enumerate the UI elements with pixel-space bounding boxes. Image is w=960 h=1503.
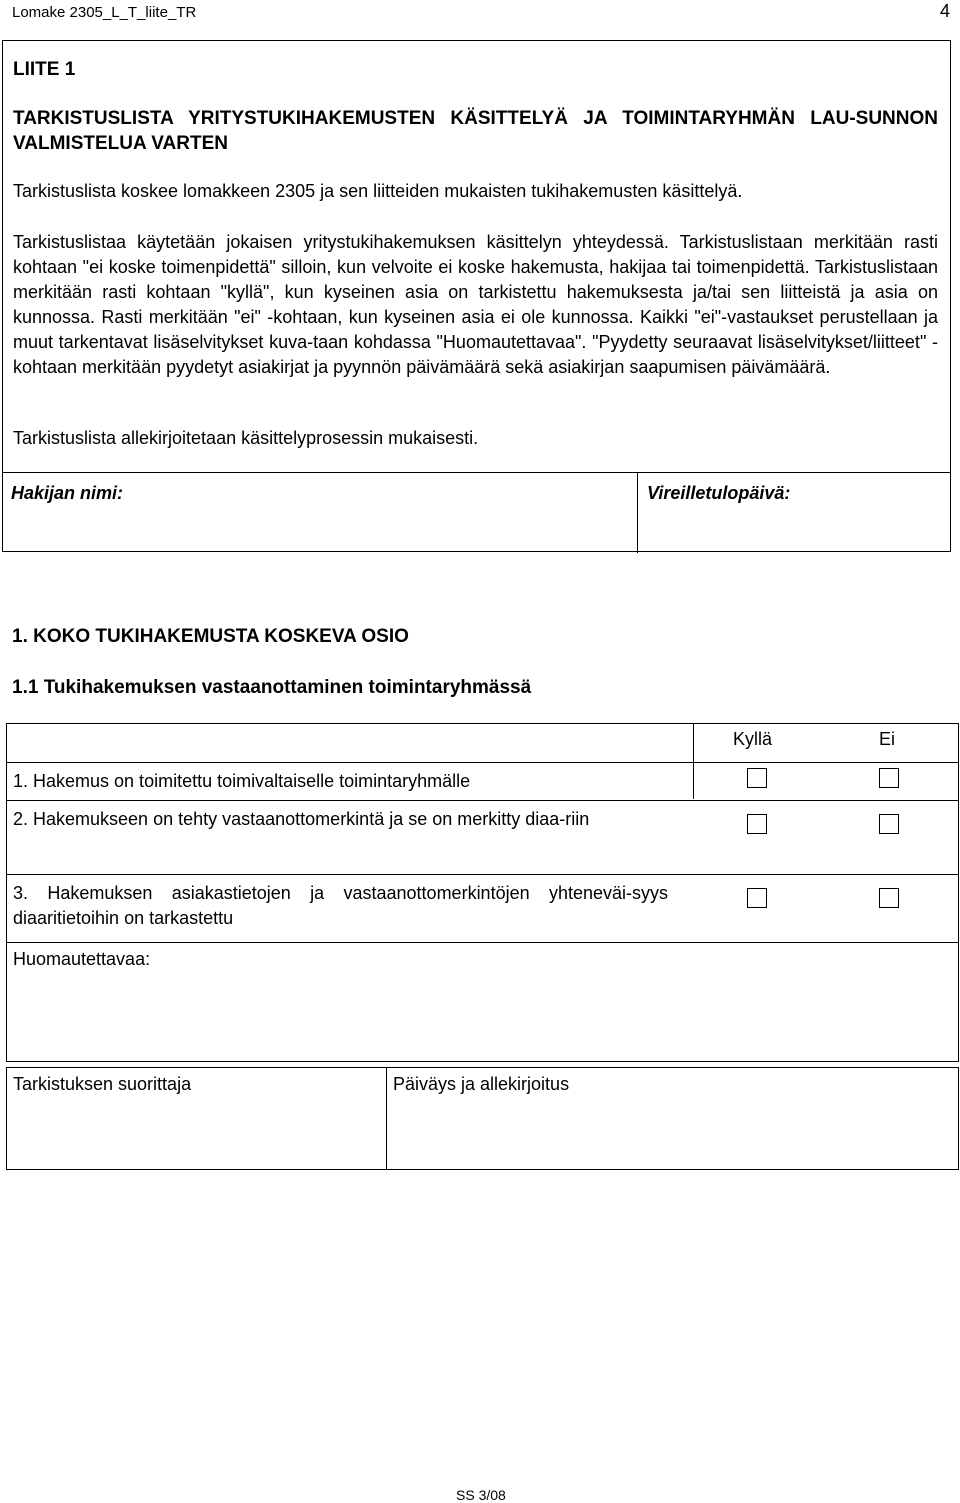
intro-paragraph: Tarkistuslista koskee lomakkeen 2305 ja sen liitteiden mukaisten tukihakemusten käsittelyä.	[13, 181, 743, 201]
document-title: TARKISTUSLISTA YRITYSTUKIHAKEMUSTEN KÄSITTELYÄ JA TOIMINTARYHMÄN LAU-SUNNON VALMISTELUA VARTEN	[13, 108, 938, 154]
checklist-item-text: 2. Hakemukseen on tehty vastaanottomerkintä ja se on merkitty diaa-riin	[13, 809, 590, 829]
checklist-item-text: 3. Hakemuksen asiakastietojen ja vastaanottomerkintöjen yhteneväi-syys diaaritietoihin on tarkastettu	[13, 883, 668, 928]
no-checkbox[interactable]	[879, 768, 899, 788]
usage-paragraph: Tarkistuslistaa käytetään jokaisen yritystukihakemuksen käsittelyn yhteydessä. Tarkistuslistaan merkitään rasti kohtaan "ei koske toimenpidettä" silloin, kun velvoite ei koske hakemusta, hakijaa tai toimenpidettä. Tarkistuslistaan merkitään rasti kohtaan "kyllä", kun kyseinen asia on tarkistettu hakemuksesta ja/tai sen liitteistä ja asia on kunnossa. Rasti merkitään "ei" -kohtaan, kun kyseinen asia ei ole kunnossa. Kaikki "ei"-vastaukset perustellaan ja muut tarkentavat lisäselvitykset kuva-taan kohdassa "Huomautettavaa". "Pyydetty seuraavat lisäselvitykset/liitteet" -kohtaan merkitään pyydetyt asiakirjat ja pyynnön päivämäärä sekä asiakirjan saapumisen päivämäärä.	[13, 232, 938, 377]
attachment-label: LIITE 1	[13, 59, 76, 80]
no-checkbox[interactable]	[879, 814, 899, 834]
section-1-1-title: 1.1 Tukihakemuksen vastaanottaminen toimintaryhmässä	[12, 677, 532, 698]
no-checkbox[interactable]	[879, 888, 899, 908]
date-signature-field[interactable]: Päiväys ja allekirjoitus	[393, 1074, 570, 1094]
page-number: 4	[939, 1, 950, 21]
checklist-table	[6, 723, 959, 1062]
applicant-row	[3, 472, 950, 553]
comments-label: Huomautettavaa:	[13, 949, 151, 969]
instructions-box	[2, 40, 951, 552]
yes-checkbox[interactable]	[747, 814, 767, 834]
signing-paragraph: Tarkistuslista allekirjoitetaan käsittelyprosessin mukaisesti.	[13, 428, 479, 448]
filing-date-field[interactable]: Vireilletulopäivä:	[647, 483, 791, 503]
checklist-header	[7, 724, 958, 762]
yes-checkbox[interactable]	[747, 888, 767, 908]
column-yes-label: Kyllä	[733, 729, 773, 749]
checklist-row	[7, 800, 958, 874]
inspector-field[interactable]: Tarkistuksen suorittaja	[13, 1074, 192, 1094]
comments-field[interactable]	[7, 942, 958, 1061]
yes-checkbox[interactable]	[747, 768, 767, 788]
column-no-label: Ei	[879, 729, 896, 749]
checklist-row	[7, 762, 958, 800]
divider	[386, 1068, 387, 1169]
signature-box	[6, 1067, 959, 1170]
footer-code: SS 3/08	[456, 1487, 506, 1503]
checklist-item-text: 1. Hakemus on toimitettu toimivaltaiselle toimintaryhmälle	[13, 771, 471, 791]
form-id: Lomake 2305_L_T_liite_TR	[12, 4, 197, 21]
checklist-row	[7, 874, 958, 942]
divider	[637, 473, 638, 553]
applicant-name-field[interactable]: Hakijan nimi:	[11, 483, 124, 503]
section-1-title: 1. KOKO TUKIHAKEMUSTA KOSKEVA OSIO	[12, 626, 409, 647]
